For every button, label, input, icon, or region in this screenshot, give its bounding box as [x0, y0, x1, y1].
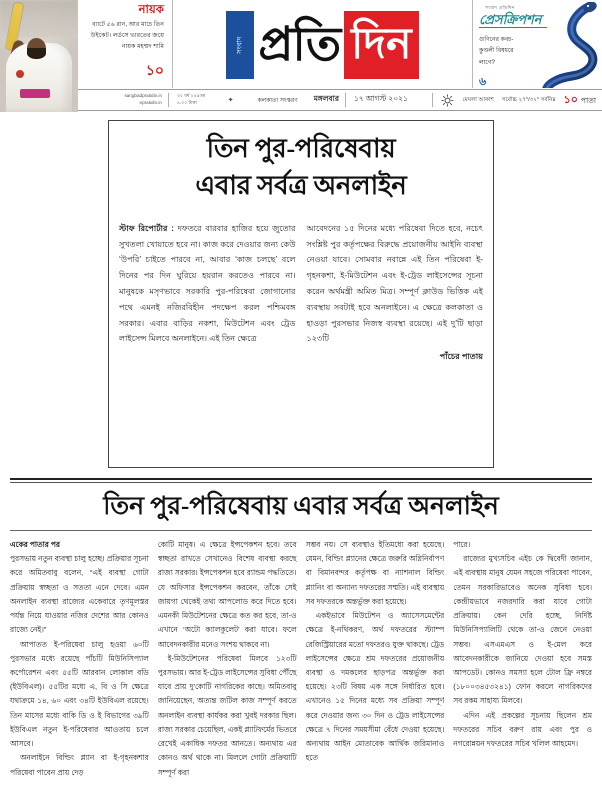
- second-story-column-2: [158, 538, 297, 790]
- top-story-byline: স্টাফ রিপোর্টার :: [119, 223, 174, 233]
- star-icon: ✦: [227, 97, 234, 104]
- edition-name: কলকাতা সংস্করণ: [257, 97, 298, 104]
- weather-description: মেঘলা আকাশ: [462, 96, 494, 103]
- teaser-right-body: গুণিনের কবচ-কুণ্ডলী বিষধরে লাগে?: [479, 37, 514, 66]
- rule-below-headline: [10, 530, 592, 531]
- newspaper-logo[interactable]: [173, 0, 472, 88]
- publication-date: ১৭ আগস্ট ২০২১: [353, 94, 408, 103]
- top-story-column-2: [307, 221, 484, 365]
- second-story-column-1: [10, 538, 149, 790]
- sun-icon: [441, 94, 454, 107]
- logo-red-text: দিন: [344, 11, 419, 79]
- top-story-column-1-text: দফতরে বারবার হাজির হয়ে জুতোর সুখতলা খোয়াতে হবে না। কাজ করে দেওয়ার জন্য কেউ ‘উপরি’ চাইতে পারবে না, আবার ‘কাজ চলছে’ বলে দিনের পর দিন ঘুরিয়ে হয়রান করতেও পারবে না। মানুষকে মসৃণভাবে সরকারি পুর-পরিষেবা জোগানোর পথে এমনই নজিরবিহীন পদক্ষেপ করল পশ্চিমবঙ্গ সরকার। এবার বাড়ির নকশা, মিউটেশন এবং ট্রেড লাইসেন্স মিলবে অনলাইনে। এই তিন ক্ষেত্রে: [119, 223, 296, 344]
- column-1-paragraph-3: অনলাইনে বিল্ডিং প্ল্যান বা ই-গৃহনকশার পরিষেবা পাবেন প্রায় দেড়: [10, 753, 149, 777]
- website-line-1: sangbadpratidin.in: [124, 93, 162, 99]
- teaser-left[interactable]: [78, 0, 173, 88]
- publication-day: মঙ্গলবার: [313, 94, 339, 103]
- page-count: [564, 91, 596, 110]
- volume-line-2: ৪.০০ টাকা: [177, 100, 197, 105]
- continued-from-label: একের পাতার পর: [10, 540, 60, 549]
- logo-blue-block: [226, 11, 254, 79]
- top-story-box: [108, 120, 494, 468]
- teaser-right-page-number: ৬: [479, 76, 487, 88]
- jersey-badge-icon: [16, 70, 24, 78]
- top-story-column-2-text: আবেদনের ১৫ দিনের মধ্যে পরিষেবা দিতে হবে, নচেৎ সংশ্লিষ্ট পুর কর্তৃপক্ষের বিরুদ্ধে প্রয়োজনীয় আইনি ব্যবস্থা নেওয়া যাবে। সোমবার নবান্নে এই তিন পরিষেবা ই-গৃহনকশা, ই-মিউটেশন এবং ই-ট্রেড লাইসেন্সের সূচনা করেন অর্থমন্ত্রী অমিত মিত্র। সম্পূর্ণ ক্লাউড ভিত্তিক এই ব্যবস্থায় সবটাই হবে অনলাইনে। এ ক্ষেত্রে কলকাতা ও হাওড়া পুরসভার নিজস্ব ব্যবস্থা রয়েছে। এই দু’টি ছাড়া ১২৩টি: [306, 223, 483, 344]
- second-story-column-4: [453, 538, 592, 790]
- column-1-paragraph-2: আপাতত ই-পরিষেবা চালু হওয়া ৬০টি পুরসভার মধ্যে রয়েছে পাঁচটি মিউনিসিপ্যাল কর্পোরেশন এবং ৫৫টি আরবান লোকাল বডি (ইউবিএল)। ৫৫টির মধ্যে এ, বি ও সি ক্ষেত্রে যথাক্রমে ১৪, ৬০ এবং ৩৪টি ইউবিএল রয়েছে। তিন মাসের মধ্যে বাকি ডি ও ই বিভাগের ৩৯টি ইউবিএল নতুন ই-পরিষেবার আওতায় চলে আসবে।: [10, 639, 149, 749]
- infobar-divider-3: [432, 93, 433, 107]
- column-4-paragraph-1: পারে।: [453, 540, 471, 549]
- info-bar: [0, 89, 602, 111]
- column-3-paragraph-1: সম্ভব নয়। সে ব্যবস্থাও ইতিমধ্যে করা হয়েছে। যেমন, বিল্ডিং প্ল্যানের ক্ষেত্রে জরুরি অগ্নিনির্বাপণ বা বিমানবন্দর কর্তৃপক্ষ বা ন্যাশনাল বিল্ডিং প্ল্যানিং বা অন্যান্য দফতরের সম্মতি। এই ব্যবস্থায় সব দফতরকে অন্তর্ভুক্ত করা হয়েছে।: [305, 540, 445, 606]
- section-rule-thick: [10, 478, 592, 480]
- second-story-headline: তিন পুর-পরিষেবায় এবার সর্বত্র অনলাইন: [103, 493, 499, 520]
- top-story-columns: [119, 221, 483, 365]
- prescription-brand-script: প্রেসক্রিপশন: [479, 12, 542, 27]
- teaser-left-page-number: ১০: [145, 61, 164, 78]
- volume-info: [169, 93, 214, 107]
- jersey-sponsor-logo: [20, 89, 50, 98]
- infobar-right-group: [432, 91, 602, 110]
- column-4-paragraph-2: রাজ্যের মুখ্যসচিব এইচ কে দ্বিবেদী জানান, এই ব্যবস্থায় মানুষ যেমন সহজে পরিষেবা পাবেন, তেমন সরকারিভাবেও অনেক সুবিধা হবে। কেন্দ্রীয়ভাবে নজরদারি করা যাবে গোটা প্রক্রিয়ায়। কেন দেরি হচ্ছে, নির্দিষ্ট মিউনিসিপ্যালিটি থেকে তা-ও জেনে নেওয়া সম্ভব। এসএমএস ও ই-মেল করে আবেদনকারীকে জানিয়ে দেওয়া হবে সমস্ত আপডেট। কোনও সমস্যা হলে টোল ফ্রি নম্বরে (১৮০০৩৪৫৩২৪১) ফোন করলে নাগরিকদের সব রকম সাহায্য মিলবে।: [453, 554, 592, 706]
- top-story-headline-line-1: তিন পুর-পরিষেবায়: [206, 134, 396, 163]
- column-3-paragraph-2: একইভাবে মিউটেশন ও অ্যাসেসমেন্টের ক্ষেত্রে ই-নথিকরণ, অর্থ দফতরের স্ট্যাম্প রেজিস্ট্রিয়ারের মতো দফতরও যুক্ত থাকছে। ট্রেড লাইসেন্সের ক্ষেত্রে শ্রম দফতরের প্রয়োজনীয় ব্যবস্থা ও দমকলের ছাড়পত্র অন্তর্ভুক্ত করা হয়েছে। ২৩টি বিষয় এক সঙ্গে নির্ধারিত হবে। এখানেও ১৫ দিনের মধ্যে সব প্রক্রিয়া সম্পূর্ণ করে দেওয়ার জন্য ৩০ দিন ও ট্রেড লাইসেন্সের ক্ষেত্রে ৭ দিনের সময়সীমা বেঁধে দেওয়া হয়েছে। অন্যথায় আইন মোতাবেক আর্থিক জরিমানাও হতে: [305, 611, 445, 763]
- cricketer-photo: [0, 0, 78, 112]
- teaser-right[interactable]: [472, 0, 602, 88]
- teaser-left-body: ব্যাটে ৫৬ রান, আর মাচে তিন উইকেট। লর্ডসে ভারতের জয়ে নায়ক মহম্মদ শামি: [90, 21, 164, 50]
- top-story-headline-line-2: এবার সর্বত্র অনলাইন: [195, 170, 407, 200]
- column-1-paragraph-1: পুরসভায় নতুন ব্যবস্থা চালু হচ্ছে। প্রক্রিয়ার সূচনা করে অমিতবাবু বলেন, “এই ব্যবস্থা গোটা প্রক্রিয়ায় স্বচ্ছতা ও সততা এনে দেবে। এমন অনলাইন ব্যবস্থা রাজ্যের একেবারে তৃণমূলস্তর পর্যন্ত নিয়ে যাওয়ার নজির দেশের আর কোনও রাজ্যে নেই।”: [10, 554, 149, 635]
- top-story-jump-line[interactable]: পাঁচের পাতায়: [439, 352, 483, 362]
- masthead: [0, 0, 602, 88]
- website-line-2: epratidin.in: [139, 100, 162, 105]
- logo-blue-text: সংবাদ: [236, 36, 244, 54]
- prescription-brand-small: সংবাদ প্রতিদিন: [485, 5, 515, 10]
- second-story-columns: [10, 538, 592, 790]
- page-count-label: পাতা: [580, 95, 596, 105]
- snake-illustration: [520, 2, 602, 88]
- top-story-column-1: [119, 221, 296, 365]
- logo-black-text: প্রতি: [258, 18, 341, 71]
- volume-line-1: ৩২ বর্ষ ২৪৯তম: [177, 93, 206, 99]
- teaser-left-title: নায়ক: [138, 4, 164, 16]
- second-story-column-3: [306, 538, 445, 790]
- website-url[interactable]: [88, 93, 168, 107]
- top-story-headline: [119, 131, 483, 205]
- temperature-range: সর্বোচ্চ ২৭°/৩২° সর্বনিম্ন: [501, 96, 556, 103]
- column-2-paragraph-2: ই-মিউটেশনের পরিষেবা মিলবে ১২৩টি পুরসভায়। আর ই-ট্রেড লাইসেন্সের সুবিধা পৌঁছে যাবে প্রায় দু’কোটি নাগরিকের কাছে। অমিতবাবু জানিয়েছেন, অত্যন্ত জটিল কাজ সম্পূর্ণ করতে অনলাইন ব্যবস্থা কার্যকর করা খুবই দরকার ছিল। রাজ্য সরকার চেয়েছিল, একই প্ল্যাটফর্মের ভিতরে রেখেই একাধিক দফতর আনতে। অন্যথায় এর কোনও অর্থ থাকে না। মিললে গোটা প্রক্রিয়াটি সম্পূর্ণ করা: [157, 653, 297, 777]
- column-2-paragraph-1: কোটি মানুষ। এ ক্ষেত্রে ইন্সপেকশন হবে। তবে স্বচ্ছতা রাখতে সেখানেও বিশেষ ব্যবস্থা করছে রাজ্য সরকার। ইন্সপেকশন হবে র‌্যান্ডম পদ্ধতিতে। যে অফিসার ইন্সপেকশন করবেন, তাঁকে সেই জায়গা থেকেই তথ্য আপলোড করে দিতে হবে। এমনকী মিউটেশনের ক্ষেত্রে কত কর হবে, তা-ও এখানে ‘অটো ক্যালকুলেট’ করা যাবে। ফলে আবেদনকারীর মনেও সংশয় থাকবে না।: [157, 540, 297, 649]
- column-4-paragraph-3: এদিন এই প্রকল্পের সূচনায় ছিলেন শ্রম দফতরের সচিব বরুণ রায় এবং পুর ও নগরোন্নয়ন দফতরের সচিব খলিল আহমেদ।: [453, 710, 592, 749]
- page-count-number: ১০: [563, 93, 578, 106]
- section-rule-thin: [10, 482, 592, 483]
